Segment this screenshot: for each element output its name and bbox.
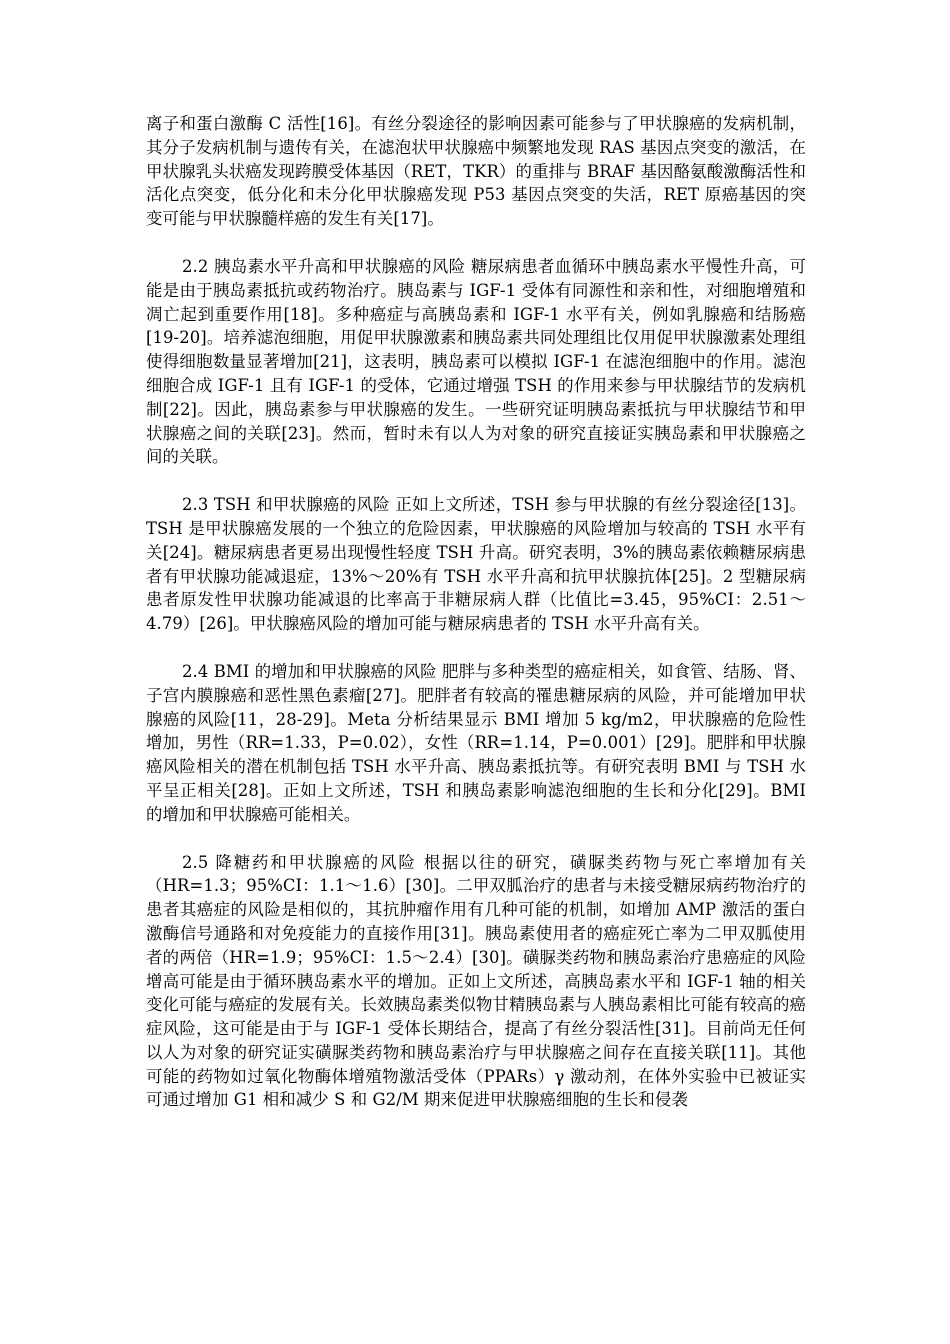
- paragraph-section-2-4: 2.4 BMI 的增加和甲状腺癌的风险 肥胖与多种类型的癌症相关，如食管、结肠、肾、子宫内膜腺癌和恶性黑色素瘤[27]。肥胖者有较高的罹患糖尿病的风险，并可能增加甲状腺癌的风险[11，28-29]。Meta 分析结果显示 BMI 增加 5 kg/m2，甲状腺癌的危险性增加，男性（RR=1.33，P=0.02），女性（RR=1.14，P=0.001）[29]。肥胖和甲状腺癌风险相关的潜在机制包括 TSH 水平升高、胰岛素抵抗等。有研究表明 BMI 与 TSH 水平呈正相关[28]。正如上文所述，TSH 和胰岛素影响滤泡细胞的生长和分化[29]。BMI 的增加和甲状腺癌可能相关。: [146, 661, 806, 824]
- paragraph-section-2-3: 2.3 TSH 和甲状腺癌的风险 正如上文所述，TSH 参与甲状腺的有丝分裂途径[13]。TSH 是甲状腺癌发展的一个独立的危险因素，甲状腺癌的风险增加与较高的 TSH 水平有关[24]。糖尿病患者更易出现慢性轻度 TSH 升高。研究表明，3%的胰岛素依赖糖尿病患者有甲状腺功能减退症，13%～20%有 TSH 水平升高和抗甲状腺抗体[25]。2 型糖尿病患者原发性甲状腺功能减退的比率高于非糖尿病人群（比值比=3.45，95%CI：2.51～4.79）[26]。甲状腺癌风险的增加可能与糖尿病患者的 TSH 水平升高有关。: [146, 495, 806, 634]
- paragraph-section-2-2: 2.2 胰岛素水平升高和甲状腺癌的风险 糖尿病患者血循环中胰岛素水平慢性升高，可能是由于胰岛素抵抗或药物治疗。胰岛素与 IGF-1 受体有同源性和亲和性，对细胞增殖和凋亡起到重要作用[18]。多种癌症与高胰岛素和 IGF-1 水平有关，例如乳腺癌和结肠癌[19-20]。培养滤泡细胞，用促甲状腺激素和胰岛素共同处理组比仅用促甲状腺激素处理组使得细胞数量显著增加[21]，这表明，胰岛素可以模拟 IGF-1 在滤泡细胞中的作用。滤泡细胞合成 IGF-1 且有 IGF-1 的受体，它通过增强 TSH 的作用来参与甲状腺结节的发病机制[22]。因此，胰岛素参与甲状腺癌的发生。一些研究证明胰岛素抵抗与甲状腺结节和甲状腺癌之间的关联[23]。然而，暂时未有以人为对象的研究直接证实胰岛素和甲状腺癌之间的关联。: [146, 256, 806, 467]
- document-page: [146, 112, 806, 1112]
- paragraph-section-2-5: 2.5 降糖药和甲状腺癌的风险 根据以往的研究，磺脲类药物与死亡率增加有关（HR=1.3；95%CI：1.1～1.6）[30]。二甲双胍治疗的患者与未接受糖尿病药物治疗的患者其癌症的风险是相似的，其抗肿瘤作用有几种可能的机制，如增加 AMP 激活的蛋白激酶信号通路和对免疫能力的直接作用[31]。胰岛素使用者的癌症死亡率为二甲双胍使用者的两倍（HR=1.9；95%CI：1.5～2.4）[30]。磺脲类药物和胰岛素治疗患癌症的风险增高可能是由于循环胰岛素水平的增加。正如上文所述，高胰岛素水平和 IGF-1 轴的相关变化可能与癌症的发展有关。长效胰岛素类似物甘精胰岛素与人胰岛素相比可能有较高的癌症风险，这可能是由于与 IGF-1 受体长期结合，提高了有丝分裂活性[31]。目前尚无任何以人为对象的研究证实磺脲类药物和胰岛素治疗与甲状腺癌之间存在直接关联[11]。其他可能的药物如过氧化物酶体增殖物激活受体（PPARs）γ 激动剂，在体外实验中已被证实可通过增加 G1 相和减少 S 和 G2/M 期来促进甲状腺癌细胞的生长和侵袭: [146, 852, 806, 1110]
- paragraph-continuation: 离子和蛋白激酶 C 活性[16]。有丝分裂途径的影响因素可能参与了甲状腺癌的发病机制，其分子发病机制与遗传有关，在滤泡状甲状腺癌中频繁地发现 RAS 基因点突变的激活，在甲状腺乳头状癌发现跨膜受体基因（RET，TKR）的重排与 BRAF 基因酪氨酸激酶活性和活化点突变，低分化和未分化甲状腺癌发现 P53 基因点突变的失活，RET 原癌基因的突变可能与甲状腺髓样癌的发生有关[17]。: [146, 114, 806, 229]
